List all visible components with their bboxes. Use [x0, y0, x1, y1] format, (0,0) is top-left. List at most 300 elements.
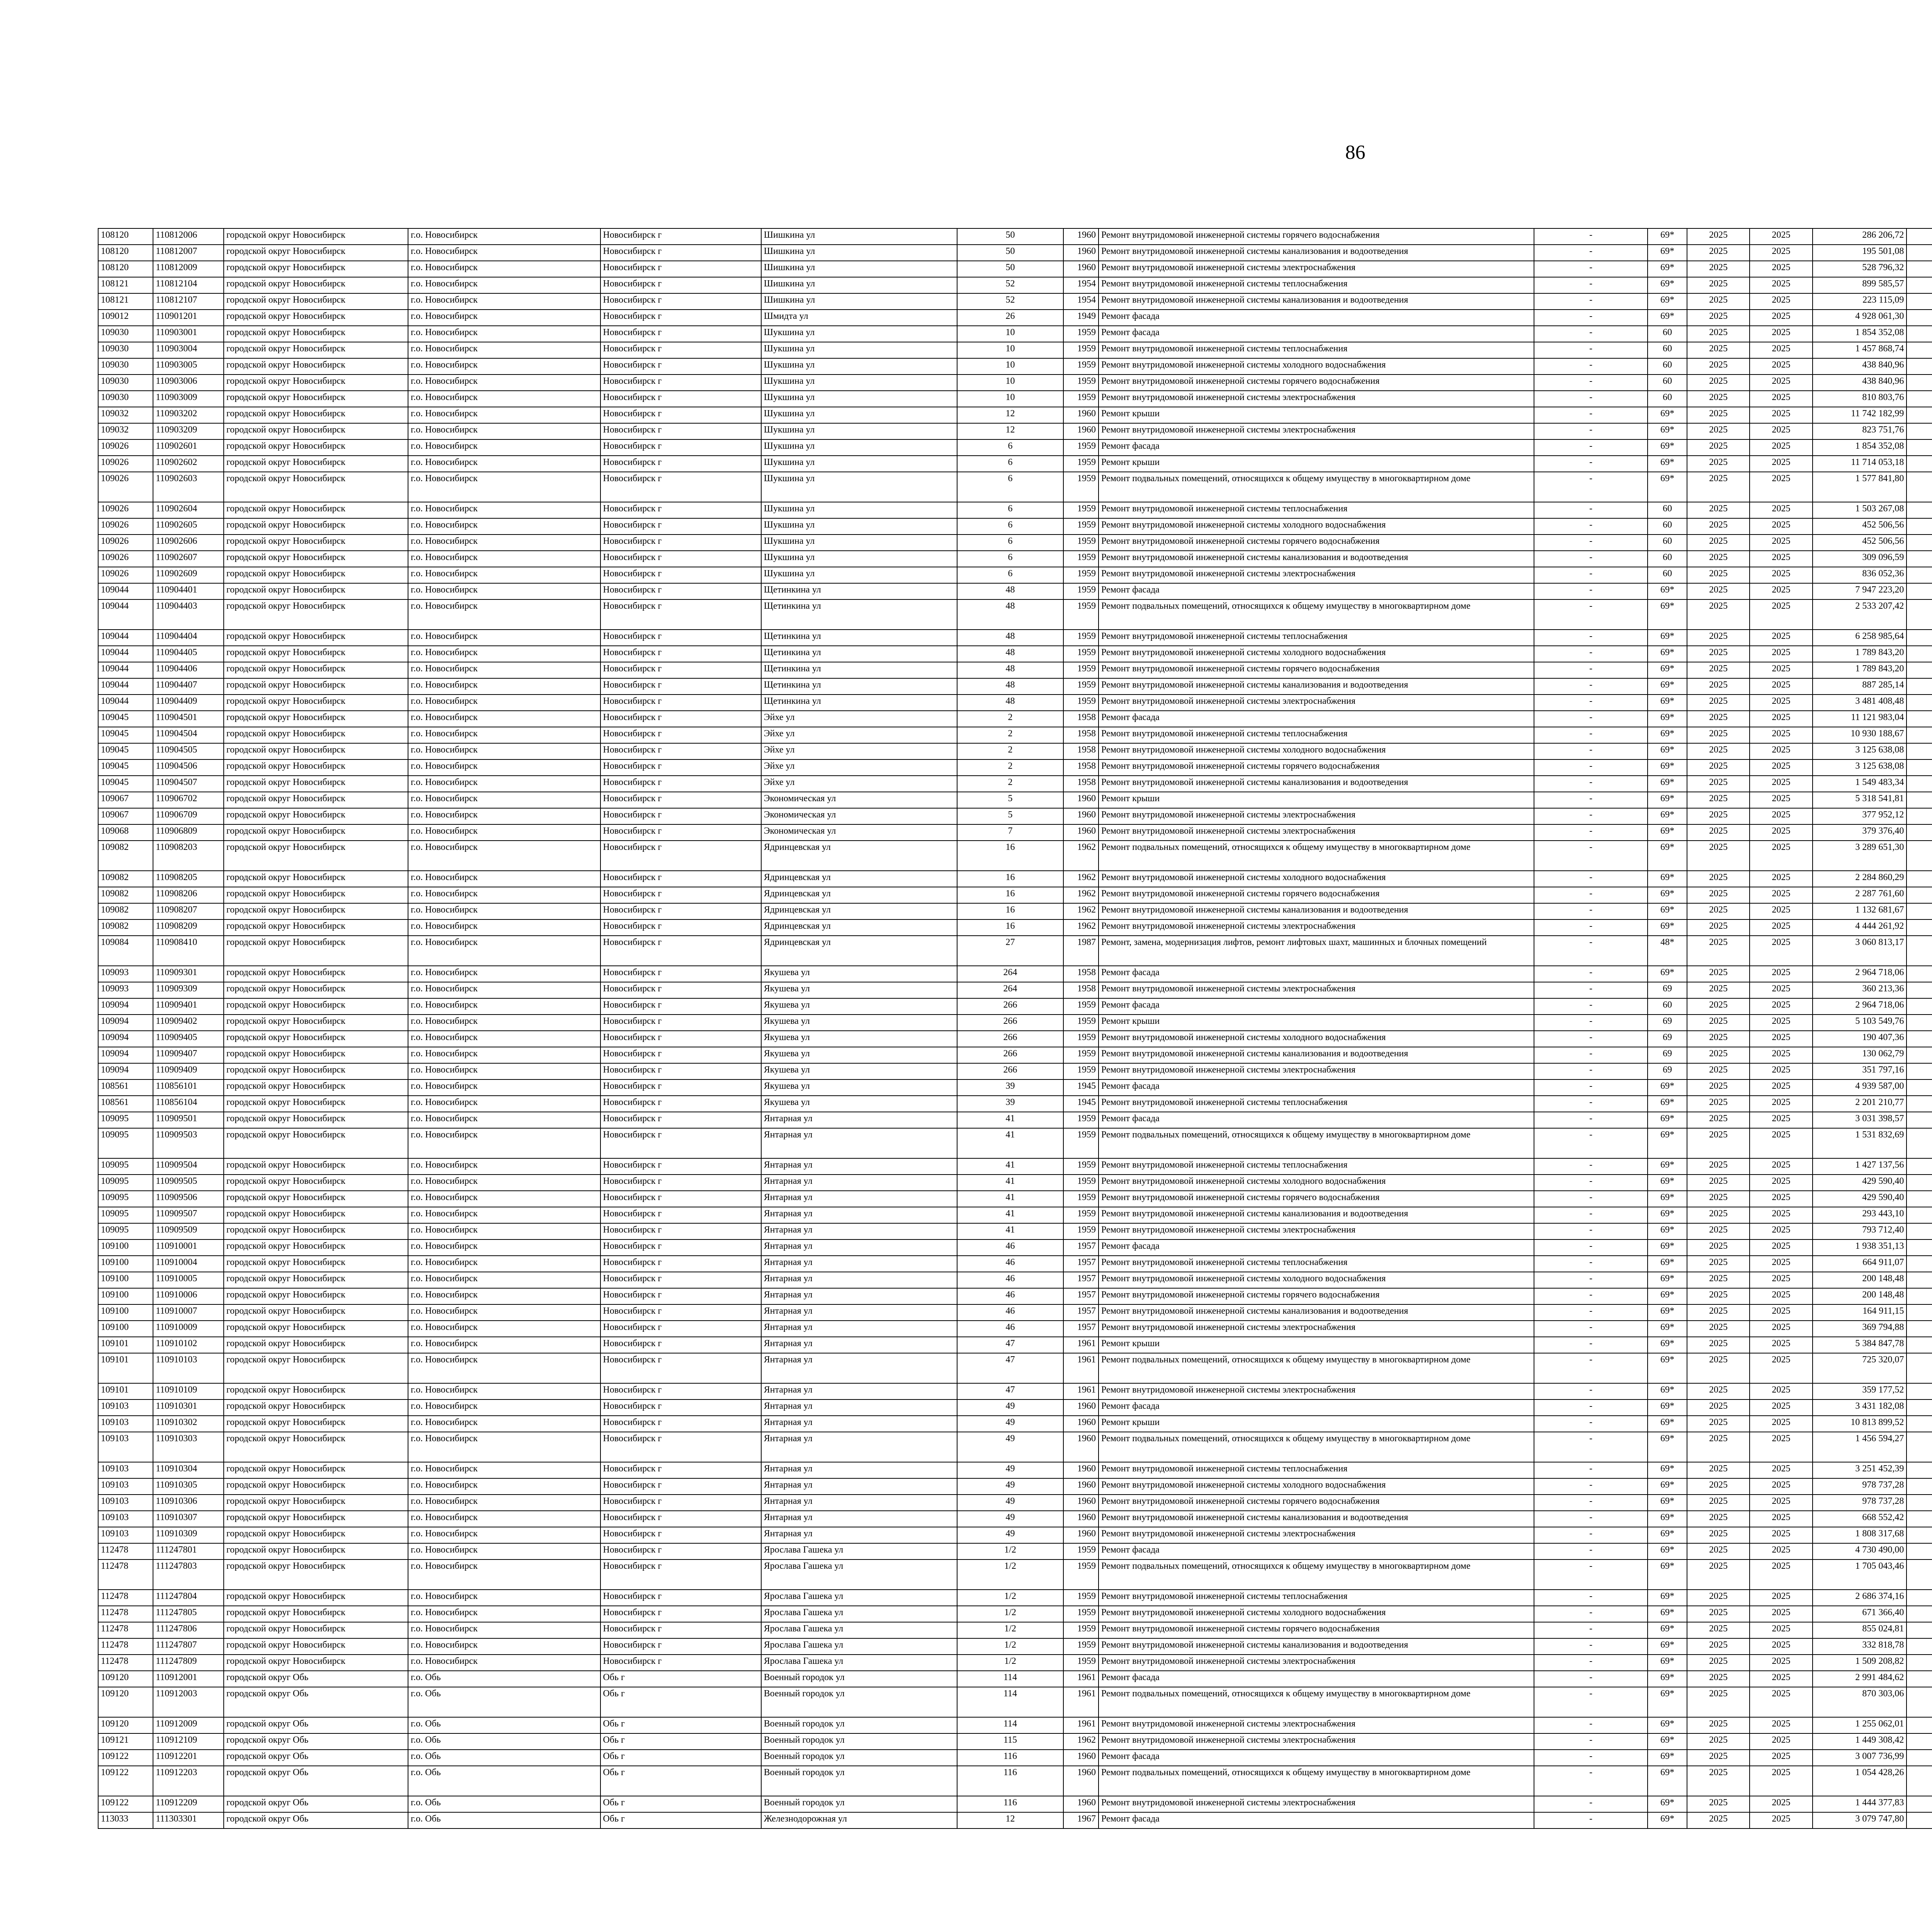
table-cell: Ремонт внутридомовой инженерной системы горячего водоснабжения — [1099, 1288, 1534, 1304]
table-cell: 110904407 — [153, 678, 224, 695]
table-cell: 6 — [957, 502, 1063, 518]
table-cell: Ядринцевская ул — [761, 936, 957, 966]
table-cell: - — [1534, 998, 1648, 1015]
table-cell: 110906809 — [153, 824, 224, 841]
table-cell: Ремонт фасада — [1099, 1812, 1534, 1828]
table-cell: 725 320,07 — [1813, 1353, 1907, 1383]
table-cell — [1906, 1015, 1932, 1031]
table-cell: 793 712,40 — [1813, 1223, 1907, 1239]
table-cell: 1960 — [1063, 1766, 1099, 1796]
table-cell: 60 — [1648, 375, 1687, 391]
table-cell — [1906, 1207, 1932, 1223]
table-cell: 2025 — [1750, 1495, 1812, 1511]
table-cell: Ремонт внутридомовой инженерной системы электроснабжения — [1099, 1527, 1534, 1543]
table-cell: Шукшина ул — [761, 375, 957, 391]
table-cell: городской округ Новосибирск — [224, 1079, 408, 1096]
table-cell: г.о. Новосибирск — [408, 599, 600, 630]
table-cell: г.о. Новосибирск — [408, 1432, 600, 1462]
table-cell: 109100 — [98, 1304, 153, 1321]
table-cell: городской округ Новосибирск — [224, 1622, 408, 1638]
table-cell: Ремонт внутридомовой инженерной системы теплоснабжения — [1099, 1590, 1534, 1606]
table-cell: Новосибирск г — [600, 936, 761, 966]
table-cell: 110909402 — [153, 1015, 224, 1031]
table-cell: Ремонт внутридомовой инженерной системы канализования и водоотведения — [1099, 903, 1534, 919]
table-cell: 1/2 — [957, 1655, 1063, 1671]
table-cell: 2025 — [1750, 551, 1812, 567]
table-cell: Янтарная ул — [761, 1272, 957, 1288]
table-cell: Щетинкина ул — [761, 695, 957, 711]
table-cell: 11 714 053,18 — [1813, 456, 1907, 472]
table-cell: 1959 — [1063, 599, 1099, 630]
table-cell: 1960 — [1063, 1750, 1099, 1766]
table-row — [98, 1096, 1932, 1112]
table-cell: Новосибирск г — [600, 808, 761, 824]
table-cell: городской округ Новосибирск — [224, 1590, 408, 1606]
table-cell: городской округ Обь — [224, 1750, 408, 1766]
table-cell: 49 — [957, 1399, 1063, 1416]
table-cell: городской округ Новосибирск — [224, 998, 408, 1015]
table-cell: 1958 — [1063, 727, 1099, 743]
table-cell: 60 — [1648, 358, 1687, 375]
table-cell: - — [1534, 1590, 1648, 1606]
table-cell: 2025 — [1750, 293, 1812, 310]
table-cell: Ремонт фасада — [1099, 1112, 1534, 1128]
table-cell: 1958 — [1063, 982, 1099, 998]
table-cell: городской округ Новосибирск — [224, 1239, 408, 1256]
table-cell: 69* — [1648, 1079, 1687, 1096]
table-cell: г.о. Новосибирск — [408, 919, 600, 936]
table-cell: 2025 — [1687, 1416, 1750, 1432]
table-cell: Ремонт внутридомовой инженерной системы канализования и водоотведения — [1099, 245, 1534, 261]
table-cell: Шукшина ул — [761, 326, 957, 342]
table-cell: 1959 — [1063, 375, 1099, 391]
table-cell: г.о. Новосибирск — [408, 1527, 600, 1543]
table-cell: 1959 — [1063, 998, 1099, 1015]
table-cell: Новосибирск г — [600, 518, 761, 535]
table-cell: городской округ Новосибирск — [224, 245, 408, 261]
table-cell — [1906, 1272, 1932, 1288]
table-cell: городской округ Новосибирск — [224, 375, 408, 391]
table-cell: 69* — [1648, 695, 1687, 711]
table-cell: Новосибирск г — [600, 1223, 761, 1239]
table-cell — [1906, 1543, 1932, 1559]
table-cell: 2025 — [1687, 277, 1750, 293]
table-cell: 110910301 — [153, 1399, 224, 1416]
table-cell — [1906, 1288, 1932, 1304]
table-cell: Ярослава Гашека ул — [761, 1606, 957, 1622]
table-cell: 1967 — [1063, 1812, 1099, 1828]
table-cell: - — [1534, 1207, 1648, 1223]
table-cell: 110910305 — [153, 1478, 224, 1495]
table-cell: г.о. Обь — [408, 1766, 600, 1796]
table-cell: Ядринцевская ул — [761, 903, 957, 919]
table-cell: городской округ Новосибирск — [224, 1031, 408, 1047]
table-cell: 309 096,59 — [1813, 551, 1907, 567]
table-cell: 2025 — [1687, 1063, 1750, 1079]
table-cell: Ремонт крыши — [1099, 407, 1534, 423]
table-cell: Янтарная ул — [761, 1337, 957, 1353]
table-cell: 1959 — [1063, 1638, 1099, 1655]
table-row — [98, 1527, 1932, 1543]
table-cell: 112478 — [98, 1543, 153, 1559]
table-cell — [1906, 1096, 1932, 1112]
table-row — [98, 1337, 1932, 1353]
table-cell: 69* — [1648, 1543, 1687, 1559]
table-cell: 109103 — [98, 1511, 153, 1527]
table-cell: Ремонт подвальных помещений, относящихся к общему имуществу в многоквартирном доме — [1099, 599, 1534, 630]
table-cell: городской округ Новосибирск — [224, 759, 408, 776]
table-cell: 109044 — [98, 695, 153, 711]
table-cell: - — [1534, 245, 1648, 261]
table-cell — [1906, 1671, 1932, 1687]
table-cell: Ремонт, замена, модернизация лифтов, ремонт лифтовых шахт, машинных и блочных помещений — [1099, 936, 1534, 966]
table-cell: 1987 — [1063, 936, 1099, 966]
table-cell: Обь г — [600, 1717, 761, 1733]
table-cell: 69* — [1648, 887, 1687, 903]
table-cell: Эйхе ул — [761, 743, 957, 759]
table-cell: 2025 — [1750, 1590, 1812, 1606]
table-cell: 2025 — [1750, 792, 1812, 808]
table-cell: 50 — [957, 245, 1063, 261]
table-cell: Ремонт внутридомовой инженерной системы электроснабжения — [1099, 261, 1534, 277]
table-cell: Ремонт внутридомовой инженерной системы канализования и водоотведения — [1099, 1511, 1534, 1527]
table-cell: г.о. Новосибирск — [408, 342, 600, 358]
table-cell: 2025 — [1687, 342, 1750, 358]
table-cell: 5 — [957, 808, 1063, 824]
table-cell — [1906, 599, 1932, 630]
table-cell: - — [1534, 1096, 1648, 1112]
table-cell: 1959 — [1063, 630, 1099, 646]
table-cell: 1958 — [1063, 759, 1099, 776]
table-cell: 69* — [1648, 1622, 1687, 1638]
table-cell: 1959 — [1063, 358, 1099, 375]
table-cell: 109103 — [98, 1416, 153, 1432]
table-cell — [1906, 535, 1932, 551]
table-row — [98, 1590, 1932, 1606]
table-cell: г.о. Новосибирск — [408, 759, 600, 776]
table-cell: 2025 — [1687, 1559, 1750, 1590]
table-cell: 69* — [1648, 678, 1687, 695]
table-cell: 109095 — [98, 1128, 153, 1158]
table-cell: городской округ Новосибирск — [224, 1175, 408, 1191]
table-cell: 668 552,42 — [1813, 1511, 1907, 1527]
table-cell: 109093 — [98, 966, 153, 982]
table-cell: Новосибирск г — [600, 662, 761, 678]
table-cell: Новосибирск г — [600, 551, 761, 567]
table-cell: Ремонт внутридомовой инженерной системы электроснабжения — [1099, 824, 1534, 841]
table-row — [98, 358, 1932, 375]
table-cell: 50 — [957, 261, 1063, 277]
table-cell: 3 431 182,08 — [1813, 1399, 1907, 1416]
table-cell: городской округ Новосибирск — [224, 966, 408, 982]
table-cell: 110812006 — [153, 228, 224, 245]
table-cell: 110902606 — [153, 535, 224, 551]
table-cell: Ремонт внутридомовой инженерной системы канализования и водоотведения — [1099, 776, 1534, 792]
table-cell — [1906, 1462, 1932, 1478]
table-cell: - — [1534, 518, 1648, 535]
table-cell: Ремонт крыши — [1099, 1337, 1534, 1353]
table-cell: Шукшина ул — [761, 518, 957, 535]
table-cell: 110912203 — [153, 1766, 224, 1796]
table-cell: Военный городок ул — [761, 1687, 957, 1717]
table-cell: городской округ Новосибирск — [224, 1511, 408, 1527]
table-cell: 2 201 210,77 — [1813, 1096, 1907, 1112]
table-row — [98, 1432, 1932, 1462]
table-cell: 2025 — [1750, 808, 1812, 824]
table-cell: 69* — [1648, 1239, 1687, 1256]
table-cell: 69* — [1648, 1096, 1687, 1112]
table-cell: 12 — [957, 423, 1063, 439]
table-cell — [1906, 1321, 1932, 1337]
table-cell: 2025 — [1750, 518, 1812, 535]
table-cell: Железнодорожная ул — [761, 1812, 957, 1828]
table-cell: городской округ Новосибирск — [224, 358, 408, 375]
table-cell: городской округ Новосибирск — [224, 792, 408, 808]
table-cell: г.о. Новосибирск — [408, 293, 600, 310]
table-cell: 60 — [1648, 326, 1687, 342]
table-cell: 109082 — [98, 887, 153, 903]
table-cell — [1906, 1478, 1932, 1495]
table-cell: 360 213,36 — [1813, 982, 1907, 998]
table-cell: г.о. Новосибирск — [408, 1207, 600, 1223]
table-cell: Эйхе ул — [761, 727, 957, 743]
table-cell: Ремонт крыши — [1099, 792, 1534, 808]
table-cell: 69* — [1648, 1590, 1687, 1606]
table-cell: 2025 — [1687, 456, 1750, 472]
table-cell: 46 — [957, 1304, 1063, 1321]
table-cell: 2025 — [1687, 727, 1750, 743]
table-cell: городской округ Новосибирск — [224, 678, 408, 695]
table-cell: 60 — [1648, 535, 1687, 551]
table-cell: г.о. Новосибирск — [408, 1590, 600, 1606]
table-cell: 2025 — [1687, 936, 1750, 966]
table-cell: 27 — [957, 936, 1063, 966]
table-cell: городской округ Новосибирск — [224, 1158, 408, 1175]
table-cell: Шукшина ул — [761, 423, 957, 439]
table-cell: 2025 — [1687, 998, 1750, 1015]
table-cell: 2025 — [1750, 1175, 1812, 1191]
table-cell: 41 — [957, 1207, 1063, 1223]
table-cell — [1906, 903, 1932, 919]
table-row — [98, 1671, 1932, 1687]
table-cell: 110909409 — [153, 1063, 224, 1079]
table-cell: 110909505 — [153, 1175, 224, 1191]
table-cell: 2025 — [1687, 599, 1750, 630]
table-cell: г.о. Новосибирск — [408, 245, 600, 261]
table-cell: 111247806 — [153, 1622, 224, 1638]
table-cell: 2025 — [1687, 1543, 1750, 1559]
table-cell: городской округ Новосибирск — [224, 1063, 408, 1079]
table-cell: 452 506,56 — [1813, 518, 1907, 535]
table-cell: 2025 — [1750, 228, 1812, 245]
table-cell: 823 751,76 — [1813, 423, 1907, 439]
table-cell: 69* — [1648, 1766, 1687, 1796]
table-cell: - — [1534, 1733, 1648, 1750]
table-cell: 1959 — [1063, 456, 1099, 472]
table-cell: Якушева ул — [761, 1031, 957, 1047]
table-cell: 109103 — [98, 1478, 153, 1495]
table-cell: 69* — [1648, 1796, 1687, 1812]
table-cell: 69* — [1648, 1671, 1687, 1687]
table-cell: городской округ Новосибирск — [224, 310, 408, 326]
table-cell: 2025 — [1687, 1812, 1750, 1828]
table-cell: городской округ Обь — [224, 1733, 408, 1750]
table-cell: городской округ Новосибирск — [224, 1383, 408, 1399]
table-cell: - — [1534, 1256, 1648, 1272]
table-cell: Ремонт крыши — [1099, 1416, 1534, 1432]
table-cell: Ремонт внутридомовой инженерной системы теплоснабжения — [1099, 342, 1534, 358]
table-cell: - — [1534, 551, 1648, 567]
table-cell: 2025 — [1750, 391, 1812, 407]
table-cell: городской округ Новосибирск — [224, 1606, 408, 1622]
table-cell: Ремонт фасада — [1099, 1399, 1534, 1416]
table-cell: 2025 — [1750, 1191, 1812, 1207]
table-cell: 1959 — [1063, 695, 1099, 711]
table-cell: Ярослава Гашека ул — [761, 1638, 957, 1655]
table-cell: г.о. Новосибирск — [408, 310, 600, 326]
table-cell: 41 — [957, 1158, 1063, 1175]
table-cell: городской округ Новосибирск — [224, 1207, 408, 1223]
table-row — [98, 871, 1932, 887]
table-cell: Янтарная ул — [761, 1304, 957, 1321]
table-cell: 1 449 308,42 — [1813, 1733, 1907, 1750]
table-cell: 2025 — [1750, 1207, 1812, 1223]
table-cell: 48 — [957, 630, 1063, 646]
table-row — [98, 711, 1932, 727]
table-cell: 2025 — [1750, 841, 1812, 871]
table-cell: 2025 — [1687, 407, 1750, 423]
table-row — [98, 1015, 1932, 1031]
table-cell: Ремонт фасада — [1099, 711, 1534, 727]
table-cell: 111247803 — [153, 1559, 224, 1590]
table-cell: 1960 — [1063, 808, 1099, 824]
table-cell: Новосибирск г — [600, 407, 761, 423]
table-cell: 836 052,36 — [1813, 567, 1907, 583]
table-cell: 49 — [957, 1527, 1063, 1543]
table-cell: г.о. Обь — [408, 1717, 600, 1733]
table-cell: Янтарная ул — [761, 1478, 957, 1495]
table-cell — [1906, 966, 1932, 982]
table-row — [98, 678, 1932, 695]
table-row — [98, 743, 1932, 759]
table-cell — [1906, 743, 1932, 759]
table-cell: 1957 — [1063, 1256, 1099, 1272]
table-cell: - — [1534, 439, 1648, 456]
table-cell: Обь г — [600, 1750, 761, 1766]
table-cell — [1906, 1733, 1932, 1750]
table-cell — [1906, 792, 1932, 808]
table-cell: 49 — [957, 1462, 1063, 1478]
table-cell: г.о. Новосибирск — [408, 1559, 600, 1590]
table-cell: 452 506,56 — [1813, 535, 1907, 551]
table-cell: Новосибирск г — [600, 1416, 761, 1432]
table-cell: Новосибирск г — [600, 1527, 761, 1543]
table-cell: городской округ Новосибирск — [224, 1337, 408, 1353]
table-row — [98, 1399, 1932, 1416]
table-cell: - — [1534, 1671, 1648, 1687]
table-row — [98, 1304, 1932, 1321]
table-cell: 2025 — [1687, 1766, 1750, 1796]
table-row — [98, 1638, 1932, 1655]
table-cell: городской округ Новосибирск — [224, 551, 408, 567]
table-cell: 1959 — [1063, 662, 1099, 678]
table-cell: городской округ Новосибирск — [224, 456, 408, 472]
table-cell: г.о. Обь — [408, 1750, 600, 1766]
table-cell: 1959 — [1063, 1559, 1099, 1590]
table-cell: Ремонт внутридомовой инженерной системы холодного водоснабжения — [1099, 1031, 1534, 1047]
table-cell: 1/2 — [957, 1622, 1063, 1638]
table-cell — [1906, 1239, 1932, 1256]
table-cell: Ремонт внутридомовой инженерной системы горячего водоснабжения — [1099, 662, 1534, 678]
table-cell: 2025 — [1750, 727, 1812, 743]
table-cell: Ремонт внутридомовой инженерной системы теплоснабжения — [1099, 727, 1534, 743]
table-cell: 1962 — [1063, 871, 1099, 887]
table-cell: 109094 — [98, 1015, 153, 1031]
table-cell: 2025 — [1750, 1655, 1812, 1671]
table-cell: 2025 — [1687, 472, 1750, 502]
table-cell: 109044 — [98, 630, 153, 646]
table-cell: 2025 — [1750, 342, 1812, 358]
table-cell: г.о. Новосибирск — [408, 1622, 600, 1638]
table-cell: г.о. Новосибирск — [408, 1337, 600, 1353]
table-cell — [1906, 1638, 1932, 1655]
table-cell: 109068 — [98, 824, 153, 841]
table-cell: г.о. Новосибирск — [408, 1638, 600, 1655]
table-row — [98, 646, 1932, 662]
table-cell: 111247801 — [153, 1543, 224, 1559]
table-cell: 1959 — [1063, 1590, 1099, 1606]
table-cell: 109084 — [98, 936, 153, 966]
table-cell: 2025 — [1687, 583, 1750, 599]
table-cell: Ремонт внутридомовой инженерной системы электроснабжения — [1099, 1655, 1534, 1671]
table-cell: г.о. Новосибирск — [408, 1416, 600, 1432]
table-cell: Новосибирск г — [600, 456, 761, 472]
table-cell: 1960 — [1063, 228, 1099, 245]
table-cell: 2 964 718,06 — [1813, 966, 1907, 982]
table-cell: - — [1534, 1047, 1648, 1063]
table-cell: г.о. Новосибирск — [408, 792, 600, 808]
table-cell: 110908207 — [153, 903, 224, 919]
table-cell: Ремонт внутридомовой инженерной системы электроснабжения — [1099, 919, 1534, 936]
table-cell: городской округ Новосибирск — [224, 1223, 408, 1239]
table-row — [98, 1272, 1932, 1288]
table-cell: - — [1534, 502, 1648, 518]
table-cell — [1906, 1796, 1932, 1812]
table-cell — [1906, 936, 1932, 966]
table-cell: Новосибирск г — [600, 1478, 761, 1495]
table-cell: 2025 — [1687, 1733, 1750, 1750]
table-cell: Янтарная ул — [761, 1511, 957, 1527]
table-cell: 1960 — [1063, 1796, 1099, 1812]
table-cell: 2025 — [1750, 261, 1812, 277]
table-cell: 12 — [957, 1812, 1063, 1828]
table-cell: 2025 — [1687, 919, 1750, 936]
table-cell: 2025 — [1687, 1239, 1750, 1256]
table-cell: - — [1534, 1495, 1648, 1511]
table-cell: Новосибирск г — [600, 1256, 761, 1272]
table-cell: 112478 — [98, 1590, 153, 1606]
table-cell: Ремонт внутридомовой инженерной системы холодного водоснабжения — [1099, 358, 1534, 375]
table-cell: Новосибирск г — [600, 261, 761, 277]
table-cell — [1906, 1717, 1932, 1733]
table-cell: 49 — [957, 1432, 1063, 1462]
table-cell: 1 456 594,27 — [1813, 1432, 1907, 1462]
table-cell: 2025 — [1750, 824, 1812, 841]
table-cell — [1906, 567, 1932, 583]
table-cell: - — [1534, 1112, 1648, 1128]
table-cell: 2025 — [1687, 1191, 1750, 1207]
table-cell: 5 384 847,78 — [1813, 1337, 1907, 1353]
